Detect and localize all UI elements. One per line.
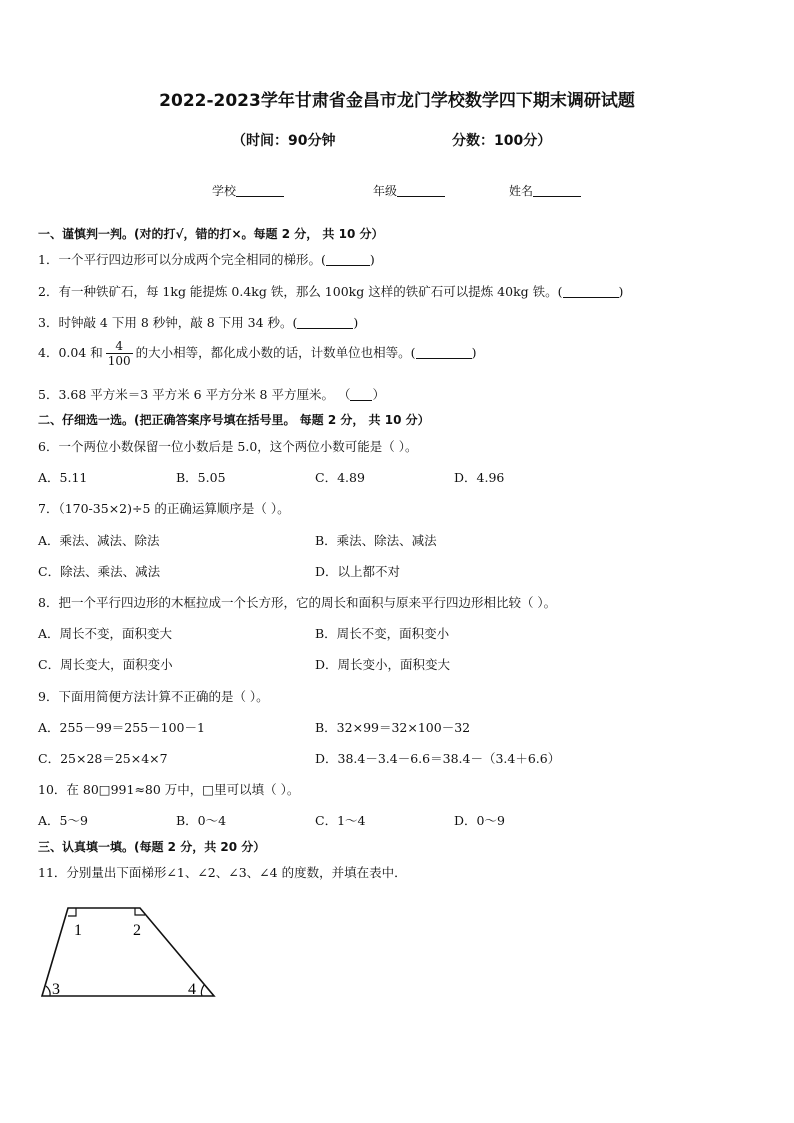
question-4 <box>38 339 476 368</box>
q8-option-a[interactable]: A．周长不变，面积变大 <box>38 626 173 641</box>
q6-option-c[interactable]: C．4.89 <box>315 470 365 485</box>
q8-option-b[interactable]: B．周长不变，面积变小 <box>315 626 450 641</box>
question-1-close: ) <box>369 252 375 267</box>
question-5-text: 5．3.68 平方米＝3 平方米 6 平方分米 8 平方厘米。 （ <box>38 387 351 402</box>
name-blank[interactable] <box>533 182 581 197</box>
fraction-numerator: 4 <box>106 339 133 354</box>
q7-option-c[interactable]: C．除法、乘法、减法 <box>38 564 161 579</box>
q9-option-a[interactable]: A．255－99＝255－100－1 <box>38 720 205 735</box>
question-11: 11．分别量出下面梯形∠1、∠2、∠3、∠4 的度数，并填在表中． <box>38 865 407 880</box>
q10-option-d[interactable]: D．0～9 <box>454 813 505 828</box>
section-3-heading: 三、认真填一填。(每题 2 分，共 20 分） <box>38 840 266 854</box>
q7-option-d[interactable]: D．以上都不对 <box>315 564 401 579</box>
grade-label: 年级 <box>373 184 398 198</box>
fraction-denominator: 100 <box>107 354 131 368</box>
trapezoid-figure <box>36 902 222 1002</box>
section-2-heading: 二、仔细选一选。(把正确答案序号填在括号里。 每题 2 分， 共 10 分） <box>38 413 430 427</box>
school-field <box>212 182 284 199</box>
angle-1-marker <box>68 908 76 916</box>
q6-option-d[interactable]: D．4.96 <box>454 470 505 485</box>
q7-option-b[interactable]: B．乘法、除法、减法 <box>315 533 437 548</box>
question-3-close: ) <box>353 315 359 330</box>
question-2 <box>38 282 623 300</box>
angle-label-1: 1 <box>74 922 82 939</box>
q9-option-b[interactable]: B．32×99＝32×100－32 <box>315 720 471 735</box>
question-9: 9．下面用简便方法计算不正确的是（ ）。 <box>38 689 269 704</box>
name-label: 姓名 <box>509 184 534 198</box>
q6-option-b[interactable]: B．5.05 <box>176 470 226 485</box>
q10-option-b[interactable]: B．0～4 <box>176 813 227 828</box>
school-label: 学校 <box>212 184 237 198</box>
angle-4-marker <box>201 985 204 996</box>
answer-blank-1[interactable] <box>326 252 370 266</box>
q6-option-a[interactable]: A．5.11 <box>38 470 88 485</box>
q8-option-c[interactable]: C．周长变大，面积变小 <box>38 657 173 672</box>
answer-blank-4[interactable] <box>416 345 472 359</box>
angle-label-3: 3 <box>52 981 60 998</box>
question-5 <box>38 385 385 403</box>
q10-option-a[interactable]: A．5～9 <box>38 813 88 828</box>
angle-label-2: 2 <box>133 922 141 939</box>
question-3-text: 3．时钟敲 4 下用 8 秒钟，敲 8 下用 34 秒。( <box>38 315 298 330</box>
exam-title: 2022-2023学年甘肃省金昌市龙门学校数学四下期末调研试题 <box>159 91 635 111</box>
answer-blank-2[interactable] <box>563 284 619 298</box>
exam-time: （时间：90分钟 <box>232 133 336 149</box>
question-7: 7．（170-35×2)÷5 的正确运算顺序是（ ）。 <box>38 501 290 516</box>
question-6: 6．一个两位小数保留一位小数后是 5.0，这个两位小数可能是（ ）。 <box>38 439 418 454</box>
answer-blank-3[interactable] <box>297 315 353 329</box>
question-2-close: ) <box>618 284 624 299</box>
question-10: 10．在 80□991≈80 万中，□里可以填（ ）。 <box>38 782 300 797</box>
angle-label-4: 4 <box>188 981 196 998</box>
question-4-post: 的大小相等，都化成小数的话，计数单位也相等。( <box>135 345 416 360</box>
grade-blank[interactable] <box>397 182 445 197</box>
q9-option-d[interactable]: D．38.4－3.4－6.6＝38.4－（3.4＋6.6） <box>315 751 561 766</box>
q9-option-c[interactable]: C．25×28＝25×4×7 <box>38 751 168 766</box>
grade-field <box>373 182 445 199</box>
question-3 <box>38 313 358 331</box>
question-1-text: 1．一个平行四边形可以分成两个完全相同的梯形。( <box>38 252 326 267</box>
question-8: 8．把一个平行四边形的木框拉成一个长方形，它的周长和面积与原来平行四边形相比较（ ）。 <box>38 595 557 610</box>
q10-option-c[interactable]: C．1～4 <box>315 813 366 828</box>
q8-option-d[interactable]: D．周长变小，面积变大 <box>315 657 451 672</box>
fraction-4-over-100 <box>106 339 133 368</box>
angle-3-marker <box>46 986 50 996</box>
question-4-pre: 4．0.04 和 <box>38 345 103 360</box>
q7-option-a[interactable]: A．乘法、减法、除法 <box>38 533 160 548</box>
answer-blank-5[interactable] <box>350 387 372 401</box>
exam-score: 分数：100分） <box>452 133 552 149</box>
question-4-close: ) <box>471 345 477 360</box>
question-5-close: ） <box>372 387 385 402</box>
question-2-text: 2．有一种铁矿石，每 1kg 能提炼 0.4kg 铁，那么 100kg 这样的铁矿石可以提炼 40kg 铁。( <box>38 284 563 299</box>
name-field <box>509 182 581 199</box>
question-1 <box>38 250 375 268</box>
school-blank[interactable] <box>236 182 284 197</box>
section-1-heading: 一、谨慎判一判。(对的打√，错的打×。每题 2 分， 共 10 分） <box>38 227 384 241</box>
